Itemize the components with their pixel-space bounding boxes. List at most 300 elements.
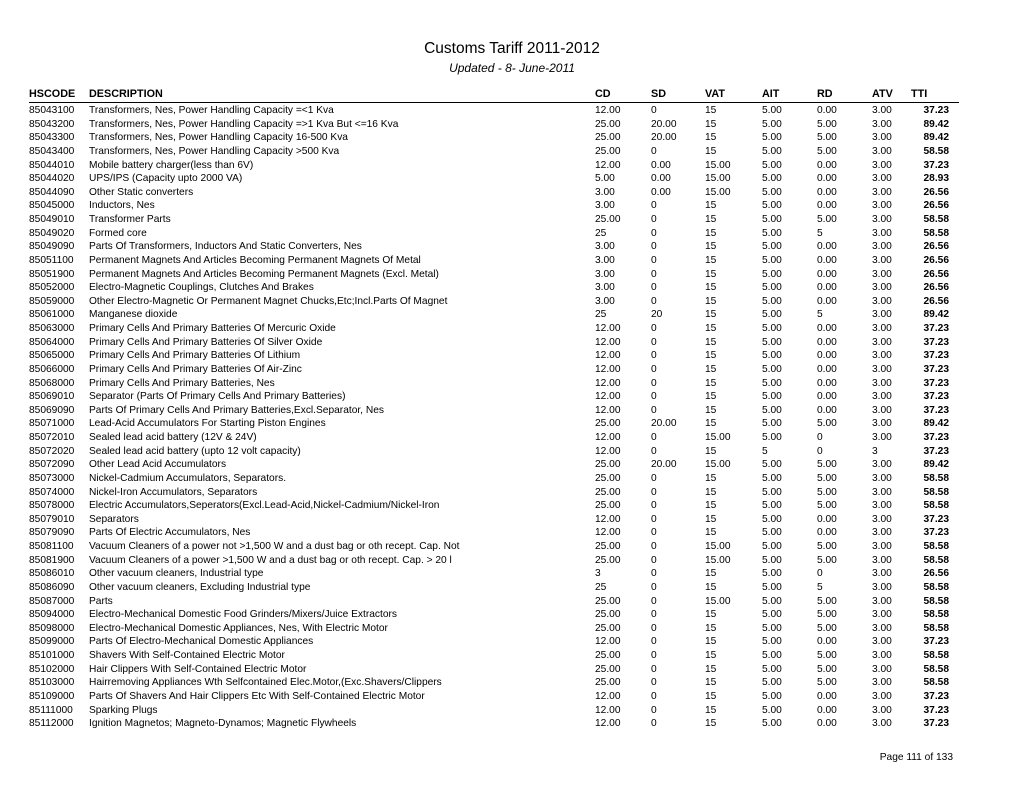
row-tti: 89.42 [923,418,949,430]
row-description: Other vacuum cleaners, Excluding Industrial type [89,581,311,593]
row-rd: 5.00 [817,132,837,144]
row-vat: 15.00 [705,459,731,471]
row-cd: 12.00 [595,690,621,702]
row-atv: 3.00 [872,677,892,689]
row-hscode: 85103000 [29,677,75,689]
row-tti: 26.56 [923,254,949,266]
row-atv: 3.00 [872,186,892,198]
row-description: Manganese dioxide [89,309,178,321]
row-description: Transformers, Nes, Power Handling Capacity >500 Kva [89,145,340,157]
table-row [29,472,959,486]
row-vat: 15 [705,527,717,539]
row-ait: 5.00 [762,186,782,198]
row-atv: 3.00 [872,418,892,430]
row-sd: 0 [651,677,657,689]
row-tti: 89.42 [923,132,949,144]
row-vat: 15 [705,200,717,212]
table-row [29,458,959,472]
table-row [29,486,959,500]
row-sd: 0 [651,500,657,512]
row-ait: 5.00 [762,309,782,321]
row-cd: 12.00 [595,391,621,403]
row-tti: 58.58 [923,650,949,661]
row-cd: 3.00 [595,254,615,266]
row-atv: 3.00 [872,472,892,484]
row-vat: 15.00 [705,432,731,443]
row-atv: 3.00 [872,568,892,580]
row-atv: 3.00 [872,145,892,157]
row-rd: 5.00 [817,650,837,661]
row-tti: 37.23 [923,432,949,443]
row-hscode: 85069010 [29,391,75,403]
table-row [29,322,959,336]
row-atv: 3.00 [872,541,892,552]
row-rd: 5.00 [817,145,837,157]
table-row [29,554,959,568]
row-ait: 5.00 [762,200,782,212]
row-description: Permanent Magnets And Articles Becoming Permanent Magnets (Excl. Metal) [89,268,439,280]
row-vat: 15 [705,486,717,498]
row-hscode: 85074000 [29,486,75,498]
row-sd: 0 [651,513,657,525]
row-vat: 15.00 [705,173,731,185]
row-sd: 0.00 [651,186,671,198]
row-sd: 0 [651,622,657,634]
row-cd: 12.00 [595,377,621,389]
table-row [29,567,959,581]
row-cd: 12.00 [595,350,621,362]
row-description: Parts Of Shavers And Hair Clippers Etc With Self-Contained Electric Motor [89,690,425,702]
row-hscode: 85049020 [29,227,75,239]
row-cd: 12.00 [595,513,621,525]
row-tti: 37.23 [923,350,949,362]
table-row [29,540,959,554]
row-hscode: 85064000 [29,336,75,348]
row-vat: 15 [705,445,717,457]
row-ait: 5.00 [762,241,782,253]
row-cd: 3.00 [595,282,615,294]
row-hscode: 85044010 [29,159,75,171]
row-hscode: 85087000 [29,595,75,607]
row-ait: 5.00 [762,132,782,144]
row-ait: 5.00 [762,500,782,512]
row-vat: 15 [705,513,717,525]
row-rd: 5.00 [817,541,837,552]
row-vat: 15 [705,145,717,157]
row-rd: 0.00 [817,241,837,253]
row-vat: 15 [705,214,717,225]
table-row [29,268,959,282]
row-tti: 37.23 [923,404,949,416]
table-row [29,526,959,540]
row-sd: 0 [651,377,657,389]
table-row [29,336,959,350]
row-vat: 15 [705,363,717,375]
row-vat: 15 [705,241,717,253]
row-ait: 5.00 [762,459,782,471]
row-rd: 5.00 [817,554,837,566]
row-hscode: 85109000 [29,690,75,702]
row-tti: 37.23 [923,636,949,648]
row-sd: 0 [651,200,657,212]
row-hscode: 85044020 [29,173,75,185]
row-ait: 5.00 [762,472,782,484]
row-rd: 5.00 [817,418,837,430]
row-ait: 5.00 [762,214,782,225]
row-atv: 3.00 [872,513,892,525]
row-vat: 15 [705,704,717,716]
row-cd: 12.00 [595,704,621,716]
row-sd: 0 [651,527,657,539]
row-description: Parts Of Primary Cells And Primary Batteries,Excl.Separator, Nes [89,404,384,416]
table-row [29,649,959,663]
row-vat: 15 [705,227,717,239]
row-hscode: 85111000 [29,704,73,716]
table-row [29,581,959,595]
row-rd: 0.00 [817,186,837,198]
row-tti: 58.58 [923,486,949,498]
row-ait: 5.00 [762,541,782,552]
row-vat: 15 [705,309,717,321]
row-hscode: 85081100 [29,541,74,552]
row-cd: 25.00 [595,145,621,157]
row-hscode: 85051900 [29,268,75,280]
row-vat: 15.00 [705,595,731,607]
row-rd: 0.00 [817,363,837,375]
row-tti: 37.23 [923,377,949,389]
row-hscode: 85043200 [29,118,75,130]
row-ait: 5.00 [762,227,782,239]
row-atv: 3.00 [872,636,892,648]
row-sd: 20.00 [651,132,677,144]
row-cd: 25.00 [595,541,621,552]
row-cd: 3.00 [595,200,615,212]
row-cd: 12.00 [595,445,621,457]
row-atv: 3.00 [872,704,892,716]
row-description: Nickel-Iron Accumulators, Separators [89,486,258,498]
row-rd: 5.00 [817,214,837,225]
row-hscode: 85059000 [29,295,75,307]
row-hscode: 85043300 [29,132,75,144]
column-header-description: DESCRIPTION [89,88,163,100]
row-hscode: 85072010 [29,432,75,443]
row-hscode: 85049090 [29,241,75,253]
row-description: Transformers, Nes, Power Handling Capacity 16-500 Kva [89,132,348,144]
row-description: Sparking Plugs [89,704,158,716]
row-atv: 3.00 [872,432,892,443]
row-rd: 5 [817,581,823,593]
row-vat: 15 [705,581,717,593]
row-description: Sealed lead acid battery (12V & 24V) [89,432,257,443]
table-row [29,635,959,649]
row-ait: 5.00 [762,568,782,580]
row-description: Electro-Mechanical Domestic Appliances, Nes, With Electric Motor [89,622,388,634]
row-atv: 3.00 [872,609,892,621]
row-cd: 3.00 [595,295,615,307]
row-tti: 37.23 [923,718,949,730]
row-hscode: 85063000 [29,323,75,334]
row-hscode: 85061000 [29,309,75,321]
row-rd: 5.00 [817,595,837,607]
row-sd: 0 [651,554,657,566]
row-ait: 5.00 [762,145,782,157]
row-sd: 0 [651,227,657,239]
row-rd: 5.00 [817,622,837,634]
row-vat: 15 [705,377,717,389]
row-tti: 37.23 [923,391,949,403]
row-description: Vacuum Cleaners of a power not >1,500 W and a dust bag or oth recept. Cap. Not [89,541,460,552]
row-sd: 0 [651,704,657,716]
row-description: Mobile battery charger(less than 6V) [89,159,254,171]
table-row [29,240,959,254]
row-hscode: 85043400 [29,145,75,157]
row-sd: 0 [651,472,657,484]
table-row [29,213,959,227]
row-tti: 26.56 [923,268,949,280]
row-ait: 5.00 [762,105,782,116]
row-vat: 15 [705,500,717,512]
row-ait: 5.00 [762,391,782,403]
row-sd: 0.00 [651,173,671,185]
row-hscode: 85049010 [29,214,75,225]
row-sd: 0 [651,350,657,362]
row-ait: 5.00 [762,663,782,675]
row-sd: 0 [651,105,657,116]
table-row [29,186,959,200]
column-header-tti: TTI [911,88,928,100]
row-atv: 3.00 [872,527,892,539]
row-rd: 5.00 [817,472,837,484]
row-ait: 5.00 [762,677,782,689]
row-description: Primary Cells And Primary Batteries, Nes [89,377,275,389]
row-tti: 37.23 [923,513,949,525]
row-ait: 5.00 [762,404,782,416]
row-hscode: 85098000 [29,622,75,634]
row-cd: 25.00 [595,459,621,471]
row-hscode: 85099000 [29,636,75,648]
row-hscode: 85043100 [29,105,75,116]
row-ait: 5.00 [762,527,782,539]
row-description: Primary Cells And Primary Batteries Of Air-Zinc [89,363,302,375]
row-description: Separators [89,513,139,525]
row-sd: 0 [651,336,657,348]
row-cd: 3.00 [595,268,615,280]
table-row [29,445,959,459]
row-hscode: 85081900 [29,554,75,566]
row-atv: 3 [872,445,878,457]
row-vat: 15 [705,677,717,689]
row-sd: 0 [651,404,657,416]
row-atv: 3.00 [872,105,892,116]
row-description: Lead-Acid Accumulators For Starting Piston Engines [89,418,326,430]
row-description: Hairremoving Appliances Wth Selfcontained Elec.Motor,(Exc.Shavers/Clippers [89,677,442,689]
row-atv: 3.00 [872,718,892,730]
row-atv: 3.00 [872,268,892,280]
row-rd: 5 [817,227,823,239]
row-ait: 5.00 [762,350,782,362]
row-description: Transformer Parts [89,214,171,225]
row-cd: 12.00 [595,105,621,116]
table-row [29,595,959,609]
row-tti: 37.23 [923,105,949,116]
row-sd: 0 [651,295,657,307]
row-cd: 12.00 [595,636,621,648]
table-row [29,363,959,377]
row-rd: 0.00 [817,295,837,307]
row-hscode: 85112000 [29,718,74,730]
tariff-table-body [29,104,959,731]
row-tti: 58.58 [923,595,949,607]
row-description: Parts Of Transformers, Inductors And Static Converters, Nes [89,241,362,253]
row-description: Parts [89,595,113,607]
row-sd: 0 [651,718,657,730]
row-rd: 5.00 [817,663,837,675]
row-vat: 15 [705,391,717,403]
row-cd: 25 [595,309,607,321]
row-description: Other Static converters [89,186,194,198]
row-atv: 3.00 [872,486,892,498]
row-cd: 25 [595,581,607,593]
row-tti: 37.23 [923,363,949,375]
column-header-cd: CD [595,88,611,100]
row-description: Transformers, Nes, Power Handling Capacity =<1 Kva [89,105,334,116]
row-hscode: 85045000 [29,200,75,212]
row-tti: 37.23 [923,323,949,334]
row-rd: 0.00 [817,173,837,185]
row-rd: 0.00 [817,690,837,702]
row-atv: 3.00 [872,282,892,294]
row-description: Sealed lead acid battery (upto 12 volt capacity) [89,445,301,457]
row-vat: 15 [705,268,717,280]
row-atv: 3.00 [872,500,892,512]
row-ait: 5.00 [762,336,782,348]
row-vat: 15 [705,118,717,130]
row-cd: 25.00 [595,486,621,498]
row-vat: 15.00 [705,159,731,171]
row-atv: 3.00 [872,323,892,334]
row-atv: 3.00 [872,363,892,375]
row-cd: 25.00 [595,595,621,607]
row-cd: 5.00 [595,173,615,185]
table-row [29,159,959,173]
row-vat: 15 [705,650,717,661]
row-atv: 3.00 [872,350,892,362]
row-sd: 0 [651,268,657,280]
row-atv: 3.00 [872,295,892,307]
row-ait: 5.00 [762,636,782,648]
row-cd: 25.00 [595,214,621,225]
document-subtitle: Updated - 8- June-2011 [449,61,575,75]
row-ait: 5.00 [762,718,782,730]
row-atv: 3.00 [872,622,892,634]
row-hscode: 85073000 [29,472,75,484]
row-hscode: 85079090 [29,527,75,539]
row-vat: 15 [705,690,717,702]
column-header-sd: SD [651,88,666,100]
row-hscode: 85051100 [29,254,74,266]
row-hscode: 85065000 [29,350,75,362]
row-sd: 0 [651,650,657,661]
row-vat: 15 [705,636,717,648]
row-cd: 3.00 [595,186,615,198]
table-row [29,104,959,118]
row-sd: 0 [651,145,657,157]
row-sd: 0 [651,432,657,443]
table-row [29,145,959,159]
row-tti: 37.23 [923,336,949,348]
row-atv: 3.00 [872,581,892,593]
row-atv: 3.00 [872,132,892,144]
row-vat: 15 [705,718,717,730]
row-tti: 58.58 [923,622,949,634]
table-row [29,622,959,636]
row-rd: 0.00 [817,200,837,212]
row-ait: 5.00 [762,513,782,525]
row-description: Inductors, Nes [89,200,155,212]
row-atv: 3.00 [872,173,892,185]
table-row [29,717,959,731]
row-hscode: 85094000 [29,609,75,621]
table-row [29,172,959,186]
row-rd: 0.00 [817,159,837,171]
row-rd: 0.00 [817,282,837,294]
row-atv: 3.00 [872,391,892,403]
row-description: Transformers, Nes, Power Handling Capacity =>1 Kva But <=16 Kva [89,118,399,130]
table-header [29,87,959,103]
row-tti: 58.58 [923,554,949,566]
table-row [29,513,959,527]
row-sd: 0 [651,241,657,253]
row-description: Hair Clippers With Self-Contained Electric Motor [89,663,307,675]
row-cd: 25.00 [595,500,621,512]
row-cd: 25.00 [595,118,621,130]
row-vat: 15.00 [705,541,731,552]
row-tti: 26.56 [923,241,949,253]
row-ait: 5.00 [762,363,782,375]
row-cd: 25.00 [595,663,621,675]
table-row [29,254,959,268]
row-cd: 12.00 [595,432,621,443]
row-description: Formed core [89,227,147,239]
table-row [29,199,959,213]
row-atv: 3.00 [872,159,892,171]
row-rd: 5.00 [817,609,837,621]
row-vat: 15 [705,132,717,144]
row-tti: 58.58 [923,214,949,225]
row-rd: 5.00 [817,500,837,512]
row-tti: 37.23 [923,704,949,716]
row-sd: 0 [651,663,657,675]
row-atv: 3.00 [872,118,892,130]
row-atv: 3.00 [872,227,892,239]
row-ait: 5.00 [762,282,782,294]
row-rd: 0.00 [817,350,837,362]
row-vat: 15 [705,254,717,266]
table-row [29,608,959,622]
row-hscode: 85102000 [29,663,75,675]
column-header-vat: VAT [705,88,725,100]
row-vat: 15 [705,350,717,362]
row-sd: 20.00 [651,418,677,430]
row-tti: 89.42 [923,118,949,130]
row-ait: 5.00 [762,418,782,430]
row-cd: 25.00 [595,650,621,661]
row-description: Vacuum Cleaners of a power >1,500 W and a dust bag or oth recept. Cap. > 20 l [89,554,452,566]
row-sd: 0 [651,363,657,375]
row-sd: 0 [651,486,657,498]
column-header-atv: ATV [872,88,893,100]
row-description: Other vacuum cleaners, Industrial type [89,568,264,580]
